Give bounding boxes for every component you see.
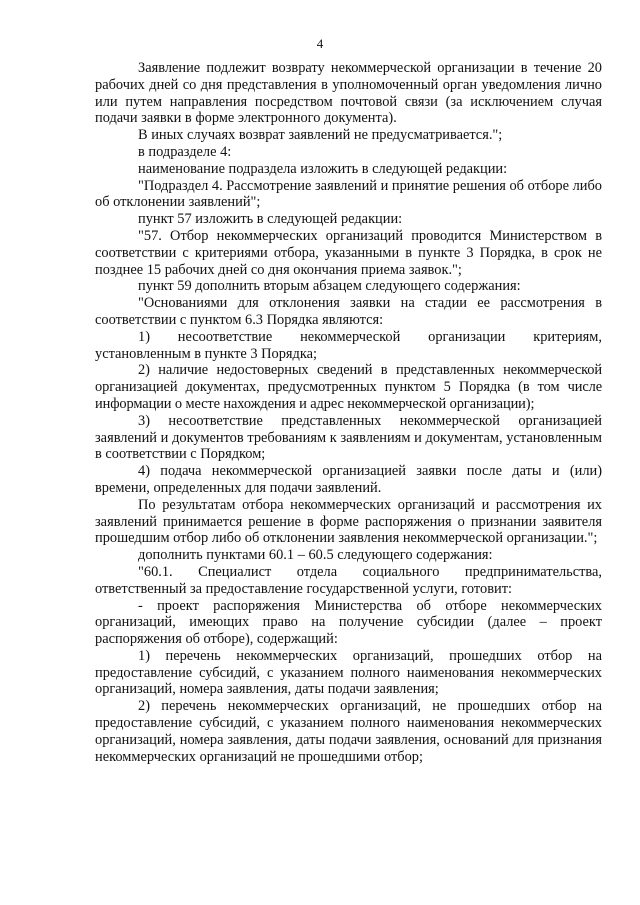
page-number: 4	[316, 36, 324, 51]
paragraph: дополнить пунктами 60.1 – 60.5 следующего содержания:	[138, 547, 493, 564]
paragraph: "Подраздел 4. Рассмотрение заявлений и принятие решения об отборе либо об отклонении заявлений";	[95, 177, 602, 211]
paragraph: 2) наличие недостоверных сведений в представленных некоммерческой организацией документах, предусмотренных пунктом 5 Порядка (в том числе информации о месте нахождения и адрес некоммерческой организации);	[95, 362, 602, 412]
paragraph: 3) несоответствие представленных некоммерческой организацией заявлений и документов требованиям к заявлениям и документам, установленным в соответствии с Порядком;	[95, 412, 602, 463]
paragraph: 2) перечень некоммерческих организаций, не прошедших отбор на предоставление субсидий, с указанием полного наименования некоммерческих организаций, номера заявления, даты подачи заявления, оснований для признания некоммерческих организаций не прошедшими отбор;	[95, 698, 602, 765]
paragraph: Заявление подлежит возврату некоммерческой организации в течение 20 рабочих дней со дня представления в уполномоченный орган уведомления лично или путем направления посредством почтовой связи (за исключением случая подачи заявки в форме электронного документа).	[95, 60, 602, 127]
paragraph: - проект распоряжения Министерства об отборе некоммерческих организаций, имеющих право на получение субсидии (далее – проект распоряжения об отборе), содержащий:	[95, 597, 602, 648]
document-body	[95, 60, 602, 765]
paragraph: наименование подраздела изложить в следующей редакции:	[138, 160, 508, 177]
paragraph: В иных случаях возврат заявлений не предусматривается.";	[138, 127, 503, 144]
paragraph: "57. Отбор некоммерческих организаций проводится Министерством в соответствии с критериями отбора, указанными в пункте 3 Порядка, в срок не позднее 15 рабочих дней со дня окончания приема заявок.";	[95, 227, 602, 278]
paragraph: пункт 57 изложить в следующей редакции:	[138, 211, 403, 228]
paragraph: По результатам отбора некоммерческих организаций и рассмотрения их заявлений принимается решение в форме распоряжения о признании заявителя прошедшим отбор либо об отклонении заявления некоммерческой организации.";	[95, 496, 602, 547]
paragraph: "60.1. Специалист отдела социального предпринимательства, ответственный за предоставление государственной услуги, готовит:	[95, 563, 602, 597]
paragraph: 4) подача некоммерческой организацией заявки после даты и (или) времени, определенных для подачи заявлений.	[95, 463, 602, 496]
paragraph: 1) несоответствие некоммерческой организации критериям, установленным в пункте 3 Порядка;	[95, 328, 602, 362]
paragraph: в подразделе 4:	[138, 143, 232, 160]
paragraph: "Основаниями для отклонения заявки на стадии ее рассмотрения в соответствии с пунктом 6.3 Порядка являются:	[95, 295, 602, 328]
paragraph: пункт 59 дополнить вторым абзацем следующего содержания:	[138, 278, 521, 295]
paragraph: 1) перечень некоммерческих организаций, прошедших отбор на предоставление субсидий, с указанием полного наименования некоммерческих организаций, номера заявления, даты подачи заявления;	[95, 647, 602, 698]
